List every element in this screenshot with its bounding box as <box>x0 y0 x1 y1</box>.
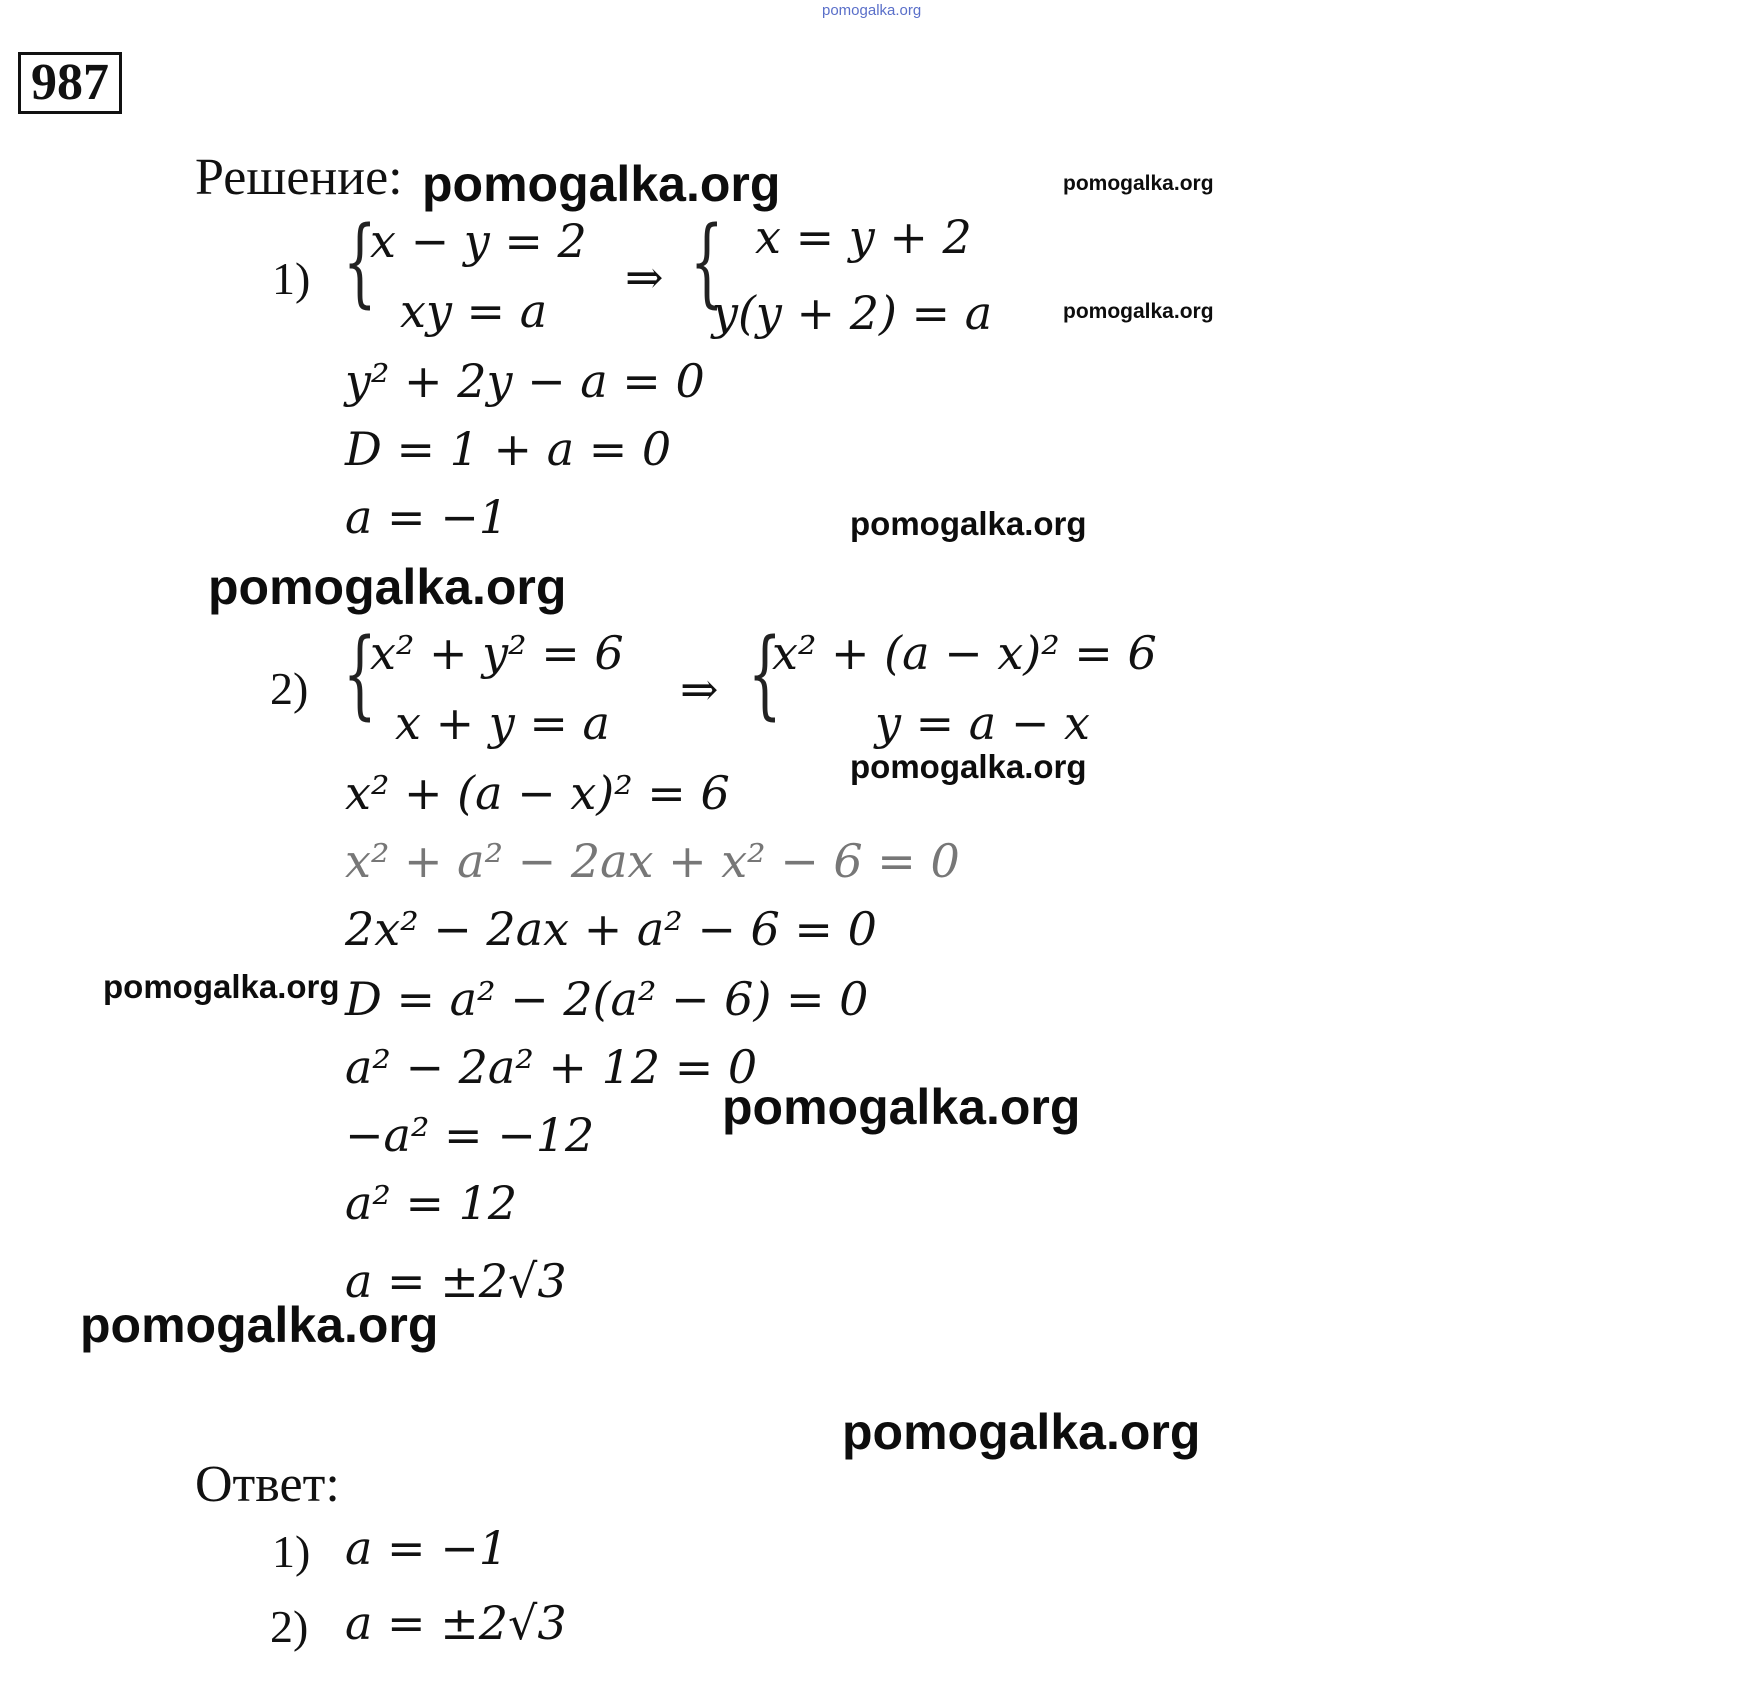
part1-system-right-eq2: y(y + 2) = a <box>712 286 993 340</box>
watermark: pomogalka.org <box>842 1404 1201 1460</box>
part1-system-left-eq2: xy = a <box>400 284 548 338</box>
answer-2-label: 2) <box>270 1601 309 1652</box>
part2-system-right-eq2: y = a − x <box>875 696 1090 750</box>
part2-system-right-eq1: x² + (a − x)² = 6 <box>772 626 1157 680</box>
part2-line-1: x² + (a − x)² = 6 <box>345 766 730 820</box>
part1-right-brace: { <box>690 206 724 318</box>
part2-implies-arrow: ⇒ <box>680 662 719 716</box>
part2-system-left-eq2: x + y = a <box>395 696 610 750</box>
watermark: pomogalka.org <box>103 968 340 1005</box>
watermark: pomogalka.org <box>208 559 567 615</box>
part2-line-2: x² + a² − 2ax + x² − 6 = 0 <box>345 834 960 888</box>
part2-line-6: −a² = −12 <box>345 1108 595 1162</box>
part2-right-brace: { <box>748 618 782 730</box>
top-watermark: pomogalka.org <box>822 2 922 19</box>
watermark: pomogalka.org <box>850 505 1087 542</box>
part2-line-7: a² = 12 <box>345 1176 518 1230</box>
part1-implies-arrow: ⇒ <box>625 250 664 304</box>
answer-2-value: a = ±2√3 <box>345 1596 567 1650</box>
part1-line-3: a = −1 <box>345 490 509 544</box>
part2-line-8: a = ±2√3 <box>345 1254 567 1308</box>
part2-line-5: a² − 2a² + 12 = 0 <box>345 1040 758 1094</box>
solution-label: Решение: <box>195 149 403 206</box>
watermark: pomogalka.org <box>850 748 1087 785</box>
part1-system-right-eq1: x = y + 2 <box>755 210 972 264</box>
part2-line-3: 2x² − 2ax + a² − 6 = 0 <box>345 902 877 956</box>
part2-left-brace: { <box>343 618 377 730</box>
part1-left-brace: { <box>343 206 377 318</box>
answer-label: Ответ: <box>195 1456 340 1513</box>
answer-1-label: 1) <box>272 1526 311 1577</box>
part2-system-left-eq1: x² + y² = 6 <box>370 626 624 680</box>
part1-line-1: y² + 2y − a = 0 <box>345 354 705 408</box>
watermark: pomogalka.org <box>80 1297 439 1353</box>
part1-label: 1) <box>272 253 311 304</box>
answer-1-value: a = −1 <box>345 1521 509 1575</box>
part2-line-4: D = a² − 2(a² − 6) = 0 <box>345 972 869 1026</box>
problem-number: 987 <box>18 52 122 114</box>
part2-label: 2) <box>270 663 309 714</box>
watermark: pomogalka.org <box>1063 172 1214 195</box>
part1-system-left-eq1: x − y = 2 <box>370 214 587 268</box>
part1-line-2: D = 1 + a = 0 <box>345 422 672 476</box>
watermark: pomogalka.org <box>422 156 781 212</box>
watermark: pomogalka.org <box>722 1079 1081 1135</box>
watermark: pomogalka.org <box>1063 300 1214 323</box>
